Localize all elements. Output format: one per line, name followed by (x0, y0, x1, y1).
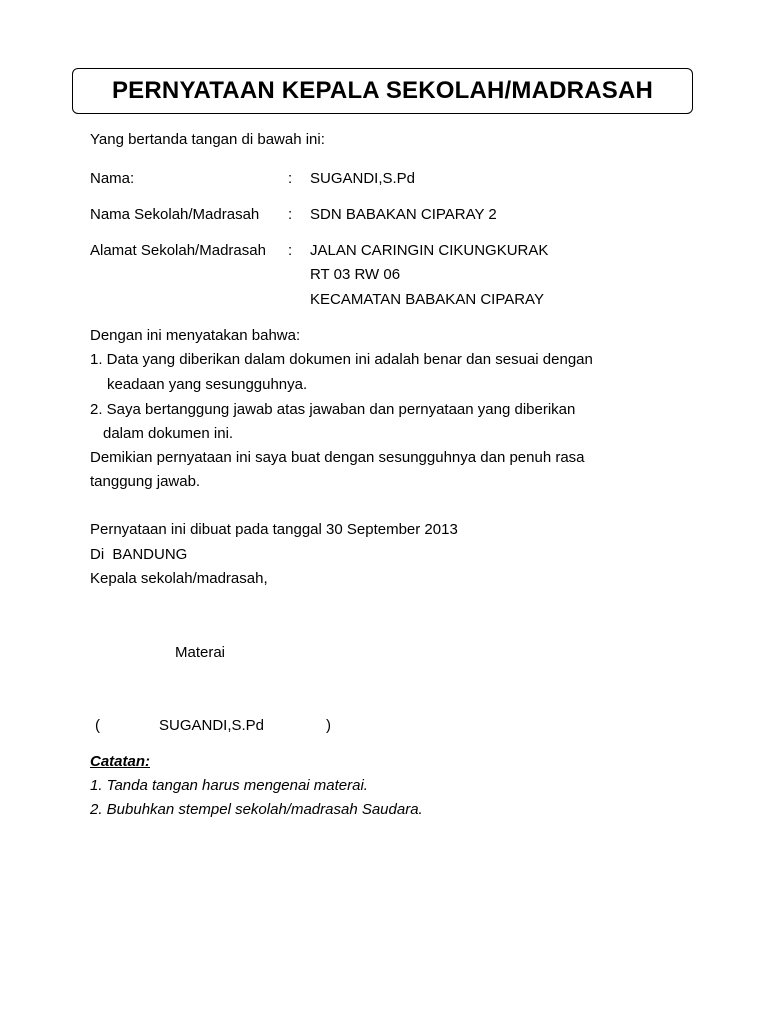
intro-text: Yang bertanda tangan di bawah ini: (90, 131, 325, 148)
signer-role: Kepala sekolah/madrasah, (90, 570, 268, 587)
place-line (90, 546, 187, 563)
address-line-1: JALAN CARINGIN CIKUNGKURAK (310, 242, 549, 259)
stamp-label: Materai (175, 644, 226, 661)
statement-item-1-line-1: 1. Data yang diberikan dalam dokumen ini adalah benar dan sesuai dengan (90, 351, 593, 368)
statement-item-2-line-1: 2. Saya bertanggung jawab atas jawaban dan pernyataan yang diberikan (90, 401, 576, 418)
address-line-3: KECAMATAN BABAKAN CIPARAY (310, 291, 544, 308)
document-title: PERNYATAAN KEPALA SEKOLAH/MADRASAH (111, 77, 654, 104)
notes-heading: Catatan: (90, 753, 151, 770)
address-colon: : (288, 242, 293, 259)
name-colon: : (288, 170, 293, 187)
statement-opening: Dengan ini menyatakan bahwa: (90, 327, 301, 344)
title-box (72, 68, 693, 114)
school-value: SDN BABAKAN CIPARAY 2 (310, 206, 497, 223)
address-line-2: RT 03 RW 06 (310, 266, 401, 283)
address-label: Alamat Sekolah/Madrasah (90, 242, 266, 259)
date-value: 30 September 2013 (326, 521, 458, 538)
statement-closing-line-2: tanggung jawab. (90, 473, 201, 490)
date-prefix: Pernyataan ini dibuat pada tanggal (90, 521, 322, 538)
place-value: BANDUNG (112, 546, 188, 563)
statement-item-1-line-2: keadaan yang sesungguhnya. (107, 376, 308, 393)
school-label: Nama Sekolah/Madrasah (90, 206, 260, 223)
notes-item-1: 1. Tanda tangan harus mengenai materai. (90, 777, 368, 794)
signer-name: SUGANDI,S.Pd (159, 717, 265, 734)
name-value: SUGANDI,S.Pd (310, 170, 416, 187)
statement-item-2-line-2: dalam dokumen ini. (103, 425, 234, 442)
name-label: Nama: (90, 170, 135, 187)
paren-open: ( (95, 717, 100, 734)
notes-item-2: 2. Bubuhkan stempel sekolah/madrasah Saudara. (90, 801, 423, 818)
school-colon: : (288, 206, 293, 223)
paren-close: ) (326, 717, 331, 734)
date-line (90, 521, 458, 538)
place-prefix: Di (90, 546, 105, 563)
statement-closing-line-1: Demikian pernyataan ini saya buat dengan sesungguhnya dan penuh rasa (90, 449, 585, 466)
